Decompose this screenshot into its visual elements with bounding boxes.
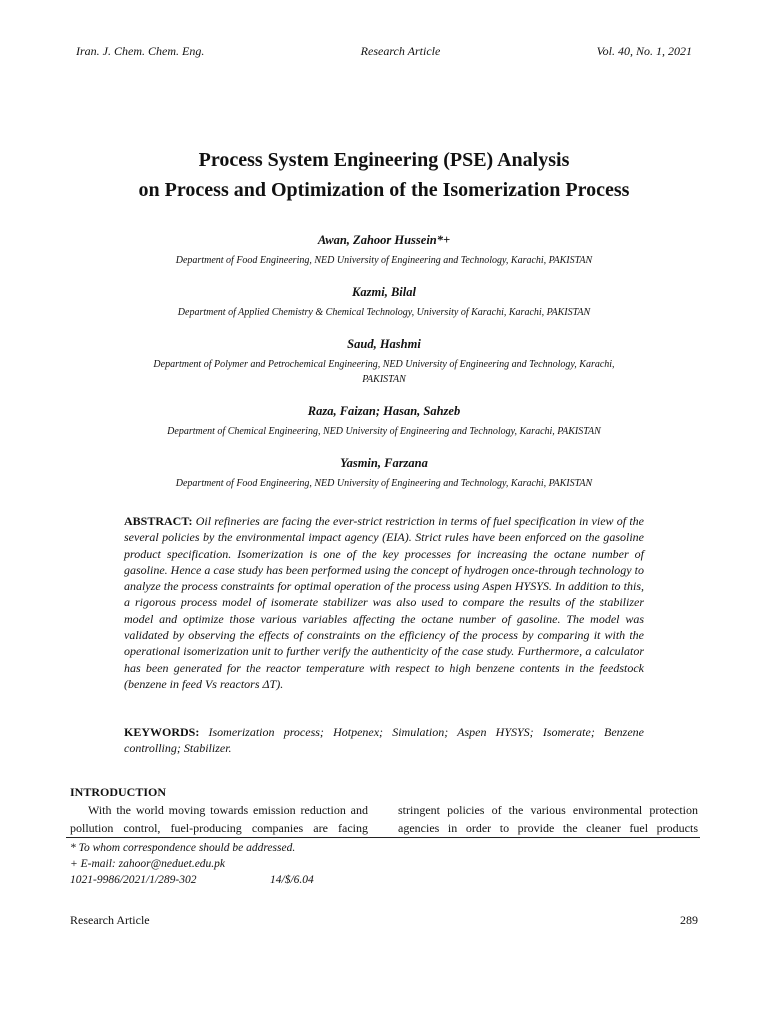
page-number: 289 [680,913,698,927]
author-affiliation: Department of Applied Chemistry & Chemical Technology, University of Karachi, Karachi, PAKISTAN [177,307,591,318]
article-price-code: 14/$/6.04 [270,874,314,886]
author-entry [100,233,668,268]
title-line-1: Process System Engineering (PSE) Analysis [198,149,570,171]
abstract-text: Oil refineries are facing the ever-strict restriction in terms of fuel specification in view of the several policies by the environmental impact agency (EIA). Strict rules have been enforced on the gasoline product specification. Isomerization is one of the key processes for increasing the octane number of gasoline. Hence a case study has been performed using the concept of hydrogen once-through technology to analyze the process constraints for optimal operation of the process using Aspen HYSYS. In addition to this, a rigorous process model of isomerate stabilizer was also used to compare the results of the stabilizer model and optimize those various variables affecting the octane number of gasoline. The model was validated by observing the effects of constraints on the efficiency of the process by comparing it with the operational isomerization unit to further verify the authenticity of the case study. Furthermore, a calculator has been generated for the reactor temperature with respect to high benzene contents in the feedstock (benzene in feed Vs reactors ΔT). [124,514,644,691]
page-footer [70,913,698,928]
correspondence-note: * To whom correspondence should be addressed. [70,842,296,854]
author-affiliation: Department of Chemical Engineering, NED University of Engineering and Technology, Karachi, PAKISTAN [167,426,601,437]
intro-left-column: With the world moving towards emission reduction and pollution control, fuel-producing companies are facing [70,803,368,835]
author-affiliation: Department of Polymer and Petrochemical Engineering, NED University of Engineering and Technology, Karachi, PAKISTAN [153,359,615,385]
footnote-divider [66,837,700,838]
section-heading-introduction: INTRODUCTION [70,785,167,799]
author-list [100,233,668,508]
author-affiliation: Department of Food Engineering, NED University of Engineering and Technology, Karachi, PAKISTAN [175,255,593,266]
article-code: 1021-9986/2021/1/289-302 [70,874,197,886]
author-name: Saud, Hashmi [347,337,421,351]
keywords [124,724,644,757]
article-code-line [70,872,314,888]
author-name: Awan, Zahoor Hussein*+ [317,233,451,247]
journal-name: Iran. J. Chem. Chem. Eng. [76,44,205,58]
running-header [76,44,692,59]
title-line-2: on Process and Optimization of the Isomerization Process [138,179,630,201]
author-entry [100,285,668,320]
article-type: Research Article [360,44,441,58]
author-name: Raza, Faizan; Hasan, Sahzeb [307,404,461,418]
author-name: Yasmin, Farzana [340,456,428,470]
author-entry [100,404,668,439]
author-name: Kazmi, Bilal [352,285,416,299]
email-note: + E-mail: zahoor@neduet.edu.pk [70,858,226,870]
keywords-label: KEYWORDS: [124,725,200,739]
intro-right-column: stringent policies of the various environmental protection agencies in order to provide the cleaner fuel products [398,803,698,835]
abstract-label: ABSTRACT: [124,514,193,528]
author-affiliation: Department of Food Engineering, NED University of Engineering and Technology, Karachi, PAKISTAN [175,478,593,489]
author-entry [100,456,668,491]
volume-info: Vol. 40, No. 1, 2021 [596,44,692,58]
paper-title [0,145,768,205]
abstract [124,513,644,692]
keywords-text: Isomerization process; Hotpenex; Simulation; Aspen HYSYS; Isomerate; Benzene controlling; Stabilizer. [124,725,644,756]
footer-label: Research Article [70,913,150,927]
author-entry [100,337,668,387]
footnotes [70,840,314,888]
